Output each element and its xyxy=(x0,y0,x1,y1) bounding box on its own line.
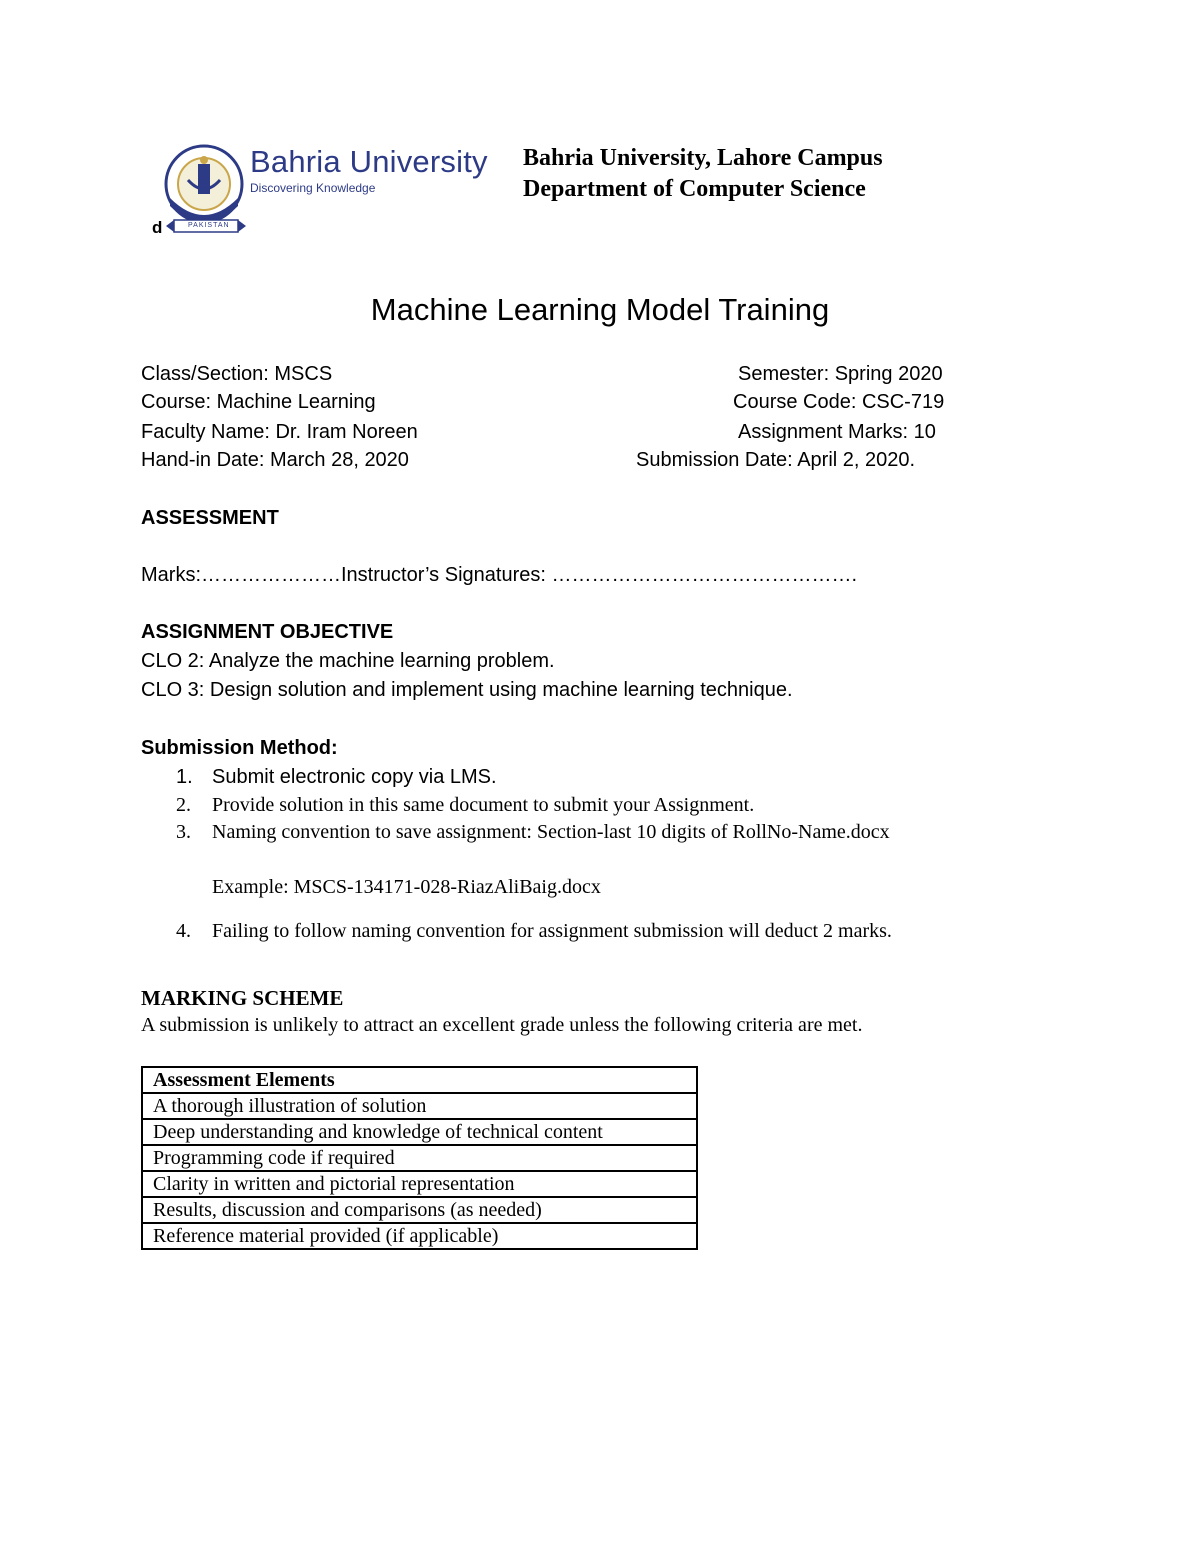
table-row xyxy=(142,1171,697,1197)
table-cell: Results, discussion and comparisons (as needed) xyxy=(142,1197,697,1223)
naming-example: Example: MSCS-134171-028-RiazAliBaig.docx xyxy=(212,876,601,898)
list-item: Submit electronic copy via LMS. xyxy=(212,766,497,788)
marking-scheme-heading: MARKING SCHEME xyxy=(141,986,344,1010)
university-heading xyxy=(523,143,883,205)
hand-in-date: Hand-in Date: March 28, 2020 xyxy=(141,449,409,471)
list-number: 1. xyxy=(176,766,193,788)
table-cell: Programming code if required xyxy=(142,1145,697,1171)
table-cell: A thorough illustration of solution xyxy=(142,1093,697,1119)
university-line: Bahria University, Lahore Campus xyxy=(523,145,883,171)
table-row xyxy=(142,1223,697,1249)
list-item: Naming convention to save assignment: Section-last 10 digits of RollNo-Name.docx xyxy=(212,821,890,843)
list-item: Provide solution in this same document to submit your Assignment. xyxy=(212,794,755,816)
objective-heading: ASSIGNMENT OBJECTIVE xyxy=(141,621,394,643)
course: Course: Machine Learning xyxy=(141,391,376,413)
submission-method-heading: Submission Method: xyxy=(141,737,338,759)
assessment-heading: ASSESSMENT xyxy=(141,507,279,529)
table-row xyxy=(142,1093,697,1119)
clo-2: CLO 2: Analyze the machine learning problem. xyxy=(141,650,555,672)
table-header-cell: Assessment Elements xyxy=(142,1067,697,1093)
table-header-row xyxy=(142,1067,697,1093)
assignment-marks: Assignment Marks: 10 xyxy=(738,421,936,443)
class-section: Class/Section: MSCS xyxy=(141,363,333,385)
table-row xyxy=(142,1197,697,1223)
table-cell: Reference material provided (if applicable) xyxy=(142,1223,697,1249)
list-number: 4. xyxy=(176,920,191,942)
submission-date: Submission Date: April 2, 2020. xyxy=(636,449,916,471)
assessment-elements-table xyxy=(141,1066,698,1250)
faculty-name: Faculty Name: Dr. Iram Noreen xyxy=(141,421,418,443)
table-cell: Clarity in written and pictorial representation xyxy=(142,1171,697,1197)
logo-tagline: Discovering Knowledge xyxy=(250,181,376,195)
document-title: Machine Learning Model Training xyxy=(370,292,830,327)
department-line: Department of Computer Science xyxy=(523,176,866,202)
table-row xyxy=(142,1145,697,1171)
table-row xyxy=(142,1119,697,1145)
stray-character: d xyxy=(152,218,163,237)
course-code: Course Code: CSC-719 xyxy=(733,391,945,413)
list-number: 3. xyxy=(176,821,191,843)
clo-3: CLO 3: Design solution and implement using machine learning technique. xyxy=(141,679,793,701)
logo-wordmark: Bahria University xyxy=(250,144,488,179)
table-cell: Deep understanding and knowledge of technical content xyxy=(142,1119,697,1145)
semester: Semester: Spring 2020 xyxy=(738,363,943,385)
list-item: Failing to follow naming convention for assignment submission will deduct 2 marks. xyxy=(212,920,892,942)
logo-banner-text: PAKISTAN xyxy=(188,222,230,229)
marks-signature-line: Marks:…………………Instructor’s Signatures: ………………………………………. xyxy=(141,564,858,586)
university-logo xyxy=(152,140,490,240)
marking-scheme-intro: A submission is unlikely to attract an excellent grade unless the following criteria are met. xyxy=(141,1014,863,1036)
list-number: 2. xyxy=(176,794,191,816)
